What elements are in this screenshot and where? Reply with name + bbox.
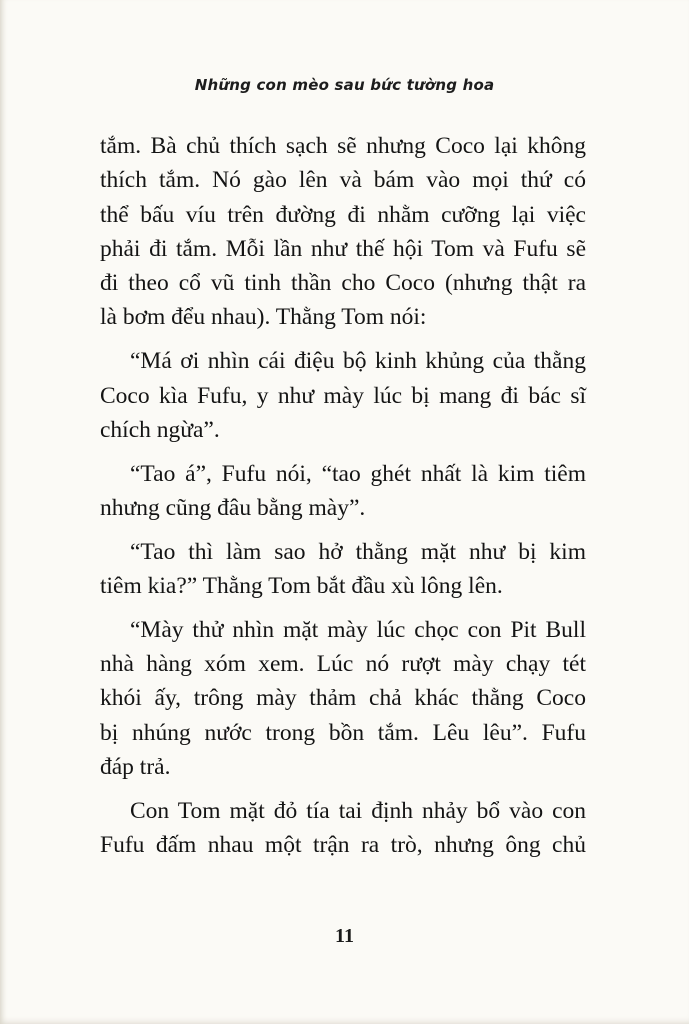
page-number: 11	[335, 925, 354, 947]
text-line: tắm. Bà chủ thích sạch sẽ nhưng Coco lại không	[100, 133, 586, 159]
text-line: khói ấy, trông mày thảm chả khác thằng Coco	[100, 685, 586, 712]
body-text	[100, 129, 586, 862]
text-line: “Tao thì làm sao hở thằng mặt như bị kim	[130, 538, 586, 565]
text-line: tiêm kia?” Thằng Tom bắt đầu xù lông lên.	[100, 573, 503, 600]
running-header: Những con mèo sau bức tường hoa	[194, 76, 495, 94]
text-line: đáp trả.	[100, 754, 171, 781]
paragraph-5	[100, 613, 586, 784]
text-line: bị nhúng nước trong bồn tắm. Lêu lêu”. Fufu	[100, 719, 586, 746]
paragraph-1	[100, 129, 586, 335]
text-line: chích ngừa”.	[100, 416, 220, 443]
text-line: “Má ơi nhìn cái điệu bộ kinh khủng của thằng	[130, 348, 586, 375]
text-line: thích tắm. Nó gào lên và bám vào mọi thứ có	[100, 167, 586, 194]
text-line: là bơm đểu nhau). Thằng Tom nói:	[100, 304, 427, 331]
text-line: Con Tom mặt đỏ tía tai định nhảy bổ vào con	[130, 797, 586, 824]
text-line: “Tao á”, Fufu nói, “tao ghét nhất là kim tiêm	[130, 460, 586, 487]
paragraph-2	[100, 344, 586, 447]
paragraph-3	[100, 457, 586, 526]
text-line: “Mày thử nhìn mặt mày lúc chọc con Pit Bull	[130, 616, 586, 643]
text-line: Fufu đấm nhau một trận ra trò, nhưng ông chủ	[100, 832, 586, 859]
paragraph-4	[100, 535, 586, 604]
text-line: thể bấu víu trên đường đi nhằm cưỡng lại việc	[100, 201, 586, 228]
text-line: đi theo cổ vũ tinh thần cho Coco (nhưng thật ra	[100, 270, 586, 297]
text-line: phải đi tắm. Mỗi lần như thế hội Tom và Fufu sẽ	[100, 235, 586, 262]
text-line: nhà hàng xóm xem. Lúc nó rượt mày chạy tét	[100, 651, 586, 678]
text-line: nhưng cũng đâu bằng mày”.	[100, 494, 366, 521]
paragraph-6	[100, 794, 586, 863]
text-line: Coco kìa Fufu, y như mày lúc bị mang đi bác sĩ	[100, 382, 586, 409]
